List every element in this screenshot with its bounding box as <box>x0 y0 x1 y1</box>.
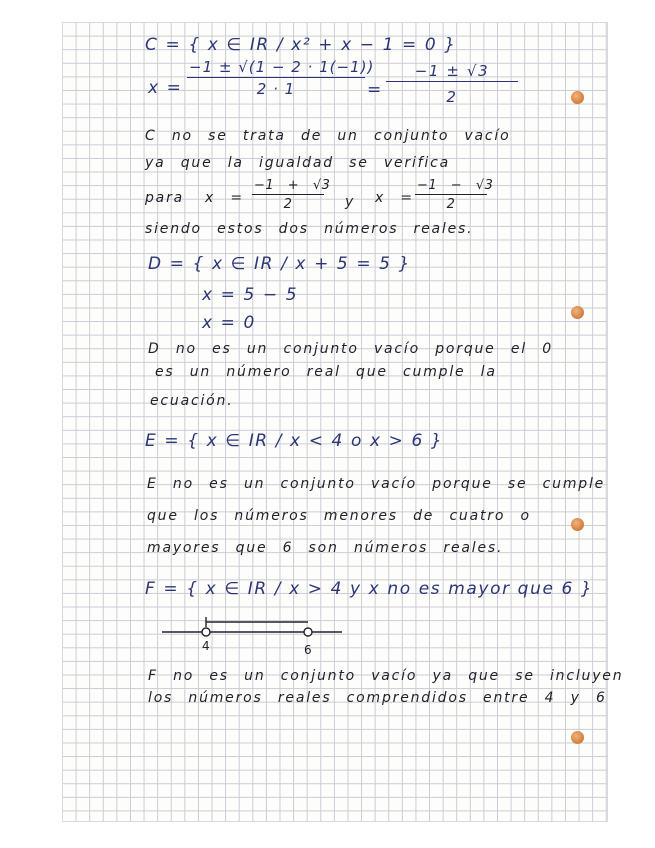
result-numerator: −1 ± √3 <box>386 62 518 82</box>
set-f-definition: F = { x ∈ IR / x > 4 y x no es mayor que 6 } <box>145 579 594 599</box>
root-2-denominator: 2 <box>446 197 456 212</box>
c-explanation-para: para <box>145 190 185 206</box>
c-explanation-4: siendo estos dos números reales. <box>145 221 474 237</box>
root-2 <box>415 178 494 212</box>
binder-hole <box>571 731 584 744</box>
d-explanation-1: D no es un conjunto vacío porque el 0 <box>148 341 553 357</box>
c-explanation-1: C no se trata de un conjunto vacío <box>145 128 511 144</box>
quadratic-formula <box>187 58 375 98</box>
binder-hole <box>571 306 584 319</box>
quadratic-numerator: −1 ± √(1 − 2 · 1(−1)) <box>189 58 375 76</box>
tick-label-6: 6 <box>304 643 312 657</box>
e-explanation-2: que los números menores de cuatro o <box>147 508 531 524</box>
e-explanation-3: mayores que 6 son números reales. <box>147 540 504 556</box>
root-1-numerator: −1 + √3 <box>254 178 331 193</box>
f-explanation-1: F no es un conjunto vacío ya que se incluyen <box>148 668 624 684</box>
number-line <box>160 610 350 658</box>
c-and: y <box>345 194 356 210</box>
d-step-1: x = 5 − 5 <box>202 285 299 305</box>
root-1 <box>252 178 331 212</box>
tick-label-4: 4 <box>202 639 210 653</box>
equals-sign: = <box>367 80 383 100</box>
c-explanation-2: ya que la igualdad se verifica <box>145 155 450 171</box>
set-d-definition: D = { x ∈ IR / x + 5 = 5 } <box>148 254 412 274</box>
root-2-numerator: −1 − √3 <box>417 178 494 193</box>
d-step-2: x = 0 <box>202 313 256 333</box>
f-explanation-2: los números reales comprendidos entre 4 y 6 <box>148 690 607 706</box>
e-explanation-1: E no es un conjunto vacío porque se cumple <box>147 476 606 492</box>
result-denominator: 2 <box>446 88 458 106</box>
set-e-definition: E = { x ∈ IR / x < 4 o x > 6 } <box>145 431 444 451</box>
c-x2-label: x = <box>375 190 414 206</box>
c-x1-label: x = <box>205 190 244 206</box>
d-explanation-2: es un número real que cumple la <box>155 364 497 380</box>
formula-lhs: x = <box>148 78 183 98</box>
open-point-4 <box>202 628 210 636</box>
point-6 <box>304 628 312 636</box>
binder-hole <box>571 518 584 531</box>
result-fraction <box>386 62 518 106</box>
binder-hole <box>571 91 584 104</box>
root-1-denominator: 2 <box>283 197 293 212</box>
set-c-definition: C = { x ∈ IR / x² + x − 1 = 0 } <box>145 35 457 55</box>
quadratic-denominator: 2 · 1 <box>256 80 296 98</box>
d-explanation-3: ecuación. <box>150 393 234 409</box>
